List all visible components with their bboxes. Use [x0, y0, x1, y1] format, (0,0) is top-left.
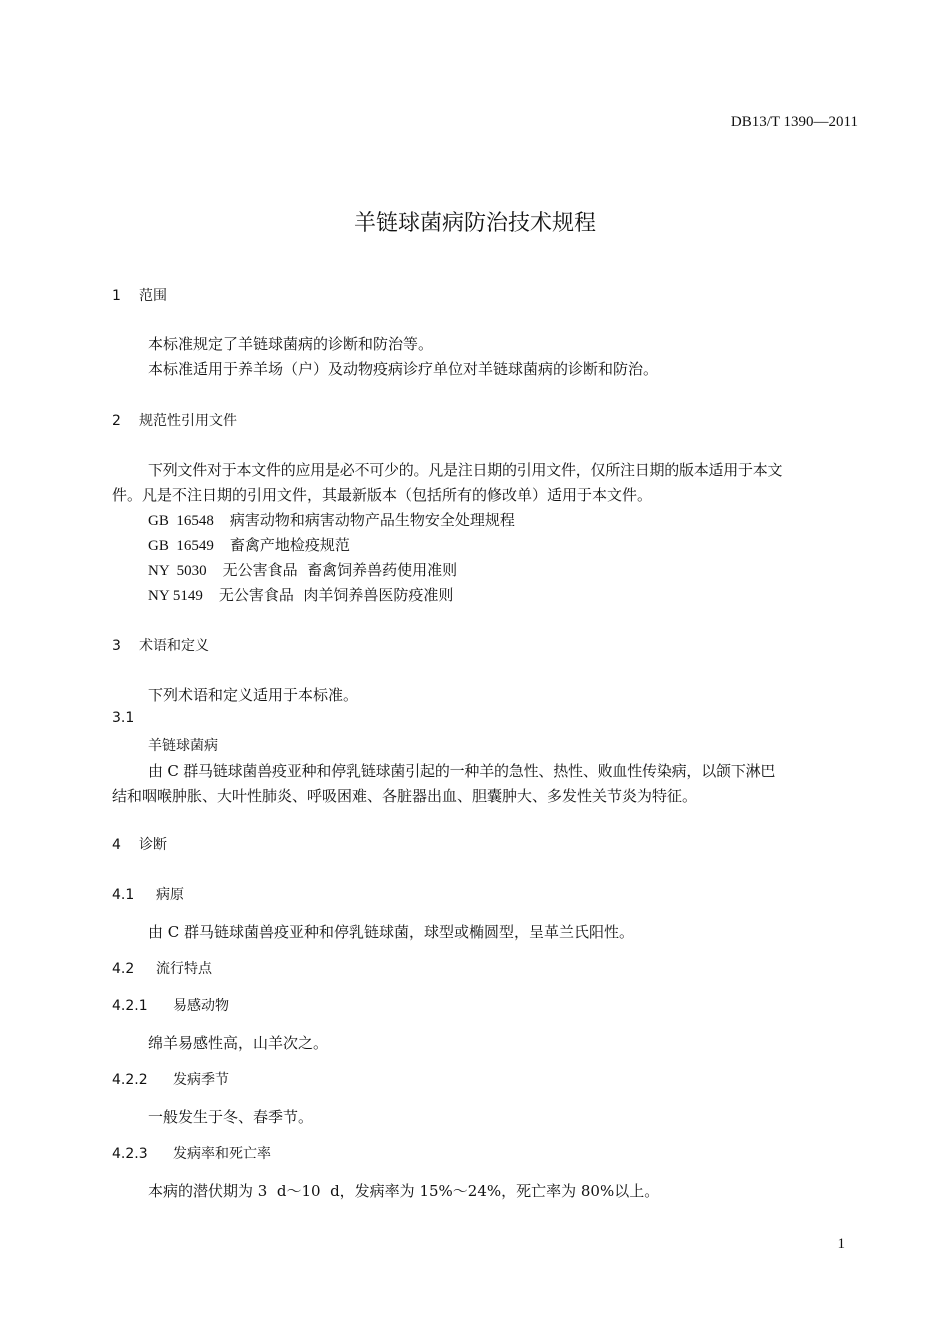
reference-item: [148, 534, 350, 555]
paragraph: 本病的潜伏期为 3 d～10 d，发病率为 15%～24%，死亡率为 80%以上。: [148, 1182, 660, 1200]
section-number: 4.2.3: [112, 1146, 148, 1162]
reference-item: [148, 559, 457, 580]
reference-code: NY 5030: [148, 563, 207, 579]
section-number: 4.2.2: [112, 1072, 148, 1088]
section-number: 4.2.1: [112, 998, 148, 1014]
section-title: 术语和定义: [139, 638, 209, 654]
paragraph: 一般发生于冬、春季节。: [148, 1108, 314, 1126]
section-title: 流行特点: [156, 961, 212, 977]
subsection-4-2-1-heading: [112, 995, 229, 1015]
section-title: 诊断: [139, 837, 167, 853]
section-title: 易感动物: [173, 998, 229, 1014]
reference-item: [148, 509, 515, 530]
section-1-heading: [112, 285, 167, 305]
section-3-heading: [112, 635, 209, 655]
subsection-4-2-heading: [112, 958, 212, 978]
term-definition: 结和咽喉肿胀、大叶性肺炎、呼吸困难、各脏器出血、胆囊肿大、多发性关节炎为特征。: [112, 787, 698, 805]
reference-name: 病害动物和病害动物产品生物安全处理规程: [229, 511, 515, 529]
section-number: 4: [112, 837, 121, 853]
paragraph: 本标准规定了羊链球菌病的诊断和防治等。: [148, 335, 434, 353]
page-number: 1: [837, 1236, 845, 1252]
section-2-heading: [112, 410, 237, 430]
section-4-heading: [112, 834, 167, 854]
term-name: 羊链球菌病: [148, 738, 218, 754]
section-number: 4.1: [112, 887, 135, 903]
reference-item: [148, 584, 453, 605]
reference-code: GB 16549: [148, 538, 214, 554]
page-title: 羊链球菌病防治技术规程: [353, 211, 596, 236]
paragraph: 下列术语和定义适用于本标准。: [148, 686, 359, 704]
section-title: 范围: [139, 288, 167, 304]
section-title: 病原: [156, 887, 184, 903]
section-title: 发病率和死亡率: [173, 1146, 271, 1162]
section-number: 2: [112, 413, 121, 429]
reference-code: GB 16548: [148, 513, 214, 529]
section-number: 4.2: [112, 961, 135, 977]
reference-name: 无公害食品 畜禽饲养兽药使用准则: [222, 561, 458, 579]
term-definition: 由 C 群马链球菌兽疫亚种和停乳链球菌引起的一种羊的急性、热性、败血性传染病，以颌下淋巴: [148, 762, 776, 780]
paragraph: 本标准适用于养羊场（户）及动物疫病诊疗单位对羊链球菌病的诊断和防治。: [148, 360, 659, 378]
term-number: 3.1: [112, 710, 135, 726]
paragraph: 由 C 群马链球菌兽疫亚种和停乳链球菌，球型或椭圆型，呈革兰氏阳性。: [148, 923, 635, 941]
document-code: DB13/T 1390—2011: [730, 114, 858, 130]
section-number: 1: [112, 288, 121, 304]
reference-name: 畜禽产地检疫规范: [229, 536, 350, 554]
paragraph: 绵羊易感性高，山羊次之。: [148, 1034, 329, 1052]
subsection-4-1-heading: [112, 884, 184, 904]
subsection-4-2-2-heading: [112, 1069, 229, 1089]
section-title: 发病季节: [173, 1072, 229, 1088]
paragraph: 件。凡是不注日期的引用文件，其最新版本（包括所有的修改单）适用于本文件。: [112, 486, 653, 504]
paragraph: 下列文件对于本文件的应用是必不可少的。凡是注日期的引用文件，仅所注日期的版本适用于本文: [148, 461, 783, 479]
reference-code: NY 5149: [148, 588, 203, 604]
section-number: 3: [112, 638, 121, 654]
reference-name: 无公害食品 肉羊饲养兽医防疫准则: [218, 586, 454, 604]
subsection-4-2-3-heading: [112, 1143, 271, 1163]
section-title: 规范性引用文件: [139, 413, 237, 429]
